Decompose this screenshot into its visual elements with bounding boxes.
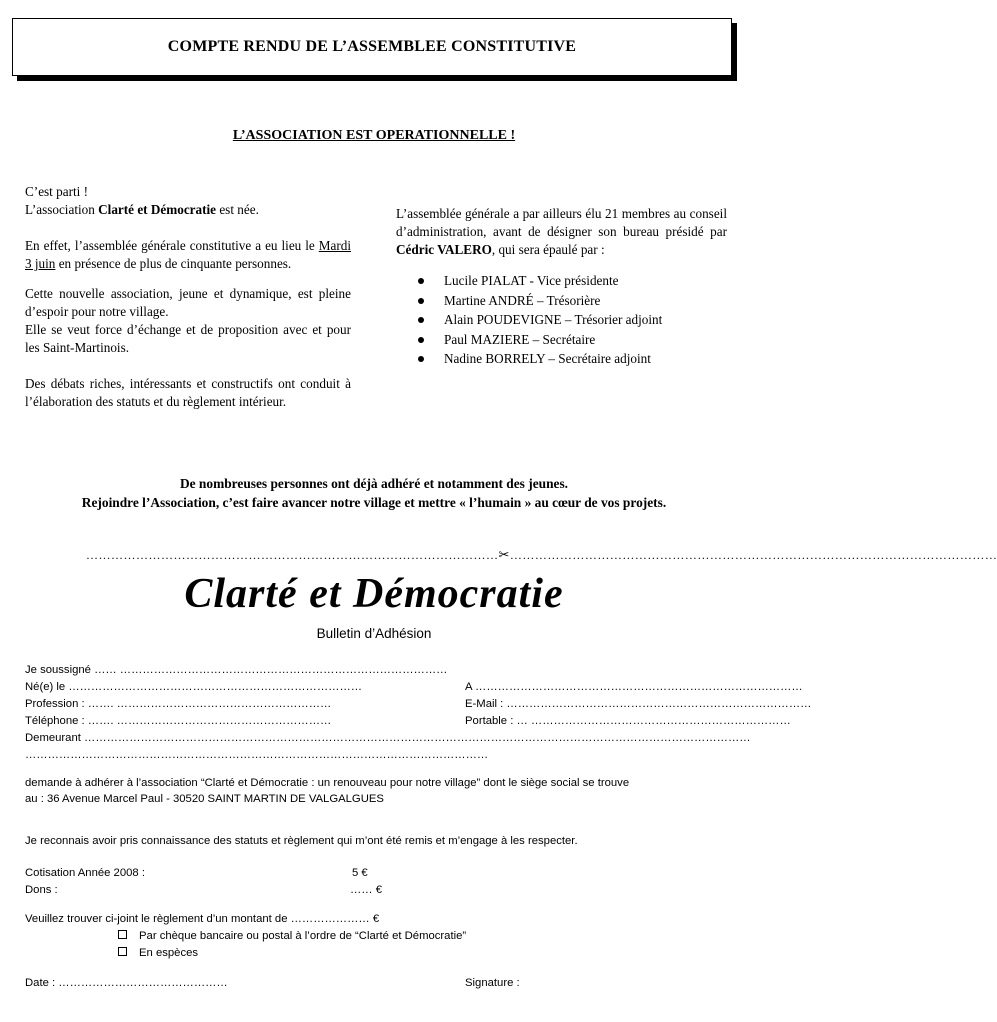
list-item (418, 349, 727, 369)
page-title: COMPTE RENDU DE L’ASSEMBLEE CONSTITUTIVE (167, 38, 577, 55)
assembly-paragraph (25, 237, 351, 273)
address-field[interactable]: Demeurant …………………………………………………………………………………………………………………………………………………………… (25, 732, 751, 744)
payment-option (25, 928, 740, 945)
name-field[interactable]: Je soussigné …… …………………………………………………………………………… (25, 664, 448, 676)
president-name: Cédric VALERO (396, 242, 492, 257)
date-field[interactable]: Date : ……………………………………… (25, 977, 228, 989)
text: L’assemblée générale a par ailleurs élu 21 membres au conseil d’administration, avant de désigner son bureau présidé par (396, 206, 727, 239)
fee-value: 5 € (352, 867, 368, 879)
text: en présence de plus de cinquante personnes. (55, 256, 292, 271)
join-line: Rejoindre l’Association, c’est faire avancer notre village et mettre « l’humain » au cœur de vos projets. (81, 495, 667, 510)
assembly-date: Mardi 3 juin (25, 238, 351, 271)
dotted-line: ……………………………………………………………………………………………………… (509, 548, 997, 562)
intro-line: C’est parti ! (25, 184, 88, 199)
donations-field[interactable]: …… € (350, 884, 383, 896)
list-item (418, 310, 727, 330)
bullet-icon (418, 337, 424, 343)
fee-label: Cotisation Année 2008 : (25, 867, 145, 879)
text: , qui sera épaulé par : (491, 242, 605, 257)
text: est née. (216, 202, 259, 217)
email-field[interactable]: E-Mail : ……………………………………………………………………… (465, 698, 812, 710)
member: Alain POUDEVIGNE – Trésorier adjoint (444, 312, 663, 327)
member: Nadine BORRELY – Secrétaire adjoint (444, 351, 651, 366)
bullet-icon (418, 278, 424, 284)
form-row (25, 882, 740, 899)
association-mission: Elle se veut force d’échange et de proposition avec et pour les Saint-Martinois. (25, 322, 351, 355)
list-item (418, 271, 727, 291)
header-box (12, 18, 732, 76)
board-members-list (396, 271, 727, 369)
cheque-checkbox[interactable] (118, 930, 127, 939)
association-born-line (25, 201, 351, 219)
cut-line (86, 548, 997, 563)
address-field-continued[interactable]: …………………………………………………………………………………………………………… (25, 749, 489, 761)
form-row (25, 679, 803, 696)
join-line: De nombreuses personnes ont déjà adhéré et notamment des jeunes. (179, 476, 569, 491)
list-item (418, 330, 727, 350)
payment-option (25, 945, 740, 962)
form-row (25, 865, 740, 882)
text: En effet, l’assemblée générale constitutive a eu lieu le (25, 238, 319, 253)
profession-field[interactable]: Profession : ……. ………………………………………………… (25, 698, 332, 710)
cheque-label: Par chèque bancaire ou postal à l’ordre de “Clarté et Démocratie” (139, 930, 467, 942)
list-item (418, 291, 727, 311)
right-column (396, 205, 727, 369)
signature-field[interactable]: Signature : (465, 977, 520, 989)
donations-label: Dons : (25, 884, 58, 896)
form-row (25, 696, 812, 713)
birth-date-field[interactable]: Né(e) le …………………………………………………………………… (25, 681, 363, 693)
form-title: Bulletin d’Adhésion (316, 626, 432, 641)
payment-amount-field[interactable]: Veuillez trouver ci-joint le règlement d’un montant de ………………… € (25, 913, 380, 925)
request-text: demande à adhérer à l’association “Clarté et Démocratie : un renouveau pour notre village” dont le siège social se trouve (25, 777, 630, 789)
bullet-icon (418, 356, 424, 362)
request-address: au : 36 Avenue Marcel Paul - 30520 SAINT MARTIN DE VALGALGUES (25, 793, 384, 805)
birth-place-field[interactable]: A …………………………………………………………………………… (465, 681, 803, 693)
phone-field[interactable]: Téléphone : ……. ………………………………………………… (25, 715, 332, 727)
join-callout (20, 474, 728, 512)
form-row (25, 911, 740, 928)
member: Martine ANDRÉ – Trésorière (444, 292, 601, 308)
mobile-field[interactable]: Portable : … …………………………………………………………… (465, 715, 791, 727)
member: Lucile PIALAT - Vice présidente (444, 273, 619, 288)
scissors-icon: ✂ (498, 548, 510, 563)
debates-paragraph: Des débats riches, intéressants et constructifs ont conduit à l’élaboration des statuts et du règlement intérieur. (25, 376, 351, 409)
form-row (25, 730, 751, 747)
left-column (25, 183, 351, 411)
acknowledgement-text: Je reconnais avoir pris connaissance des statuts et règlement qui m’ont été remis et m’engage à les respecter. (25, 835, 578, 847)
board-paragraph (396, 205, 727, 259)
dotted-line: ……………………………………………………………………………………… (86, 548, 499, 562)
association-name: Clarté et Démocratie (98, 202, 217, 217)
member: Paul MAZIERE – Secrétaire (444, 331, 596, 347)
form-row (25, 662, 740, 679)
membership-form (25, 662, 812, 992)
bullet-icon (418, 298, 424, 304)
form-row (25, 713, 791, 730)
bullet-icon (418, 317, 424, 323)
form-row (25, 747, 740, 764)
form-row (25, 975, 740, 992)
cash-label: En espèces (139, 947, 199, 959)
text: L’association (25, 202, 99, 217)
association-description: Cette nouvelle association, jeune et dynamique, est pleine d’espoir pour notre village. (25, 286, 351, 319)
brand-logo: Clarté et Démocratie (184, 571, 564, 617)
subtitle: L’ASSOCIATION EST OPERATIONNELLE ! (232, 128, 516, 143)
cash-checkbox[interactable] (118, 947, 127, 956)
